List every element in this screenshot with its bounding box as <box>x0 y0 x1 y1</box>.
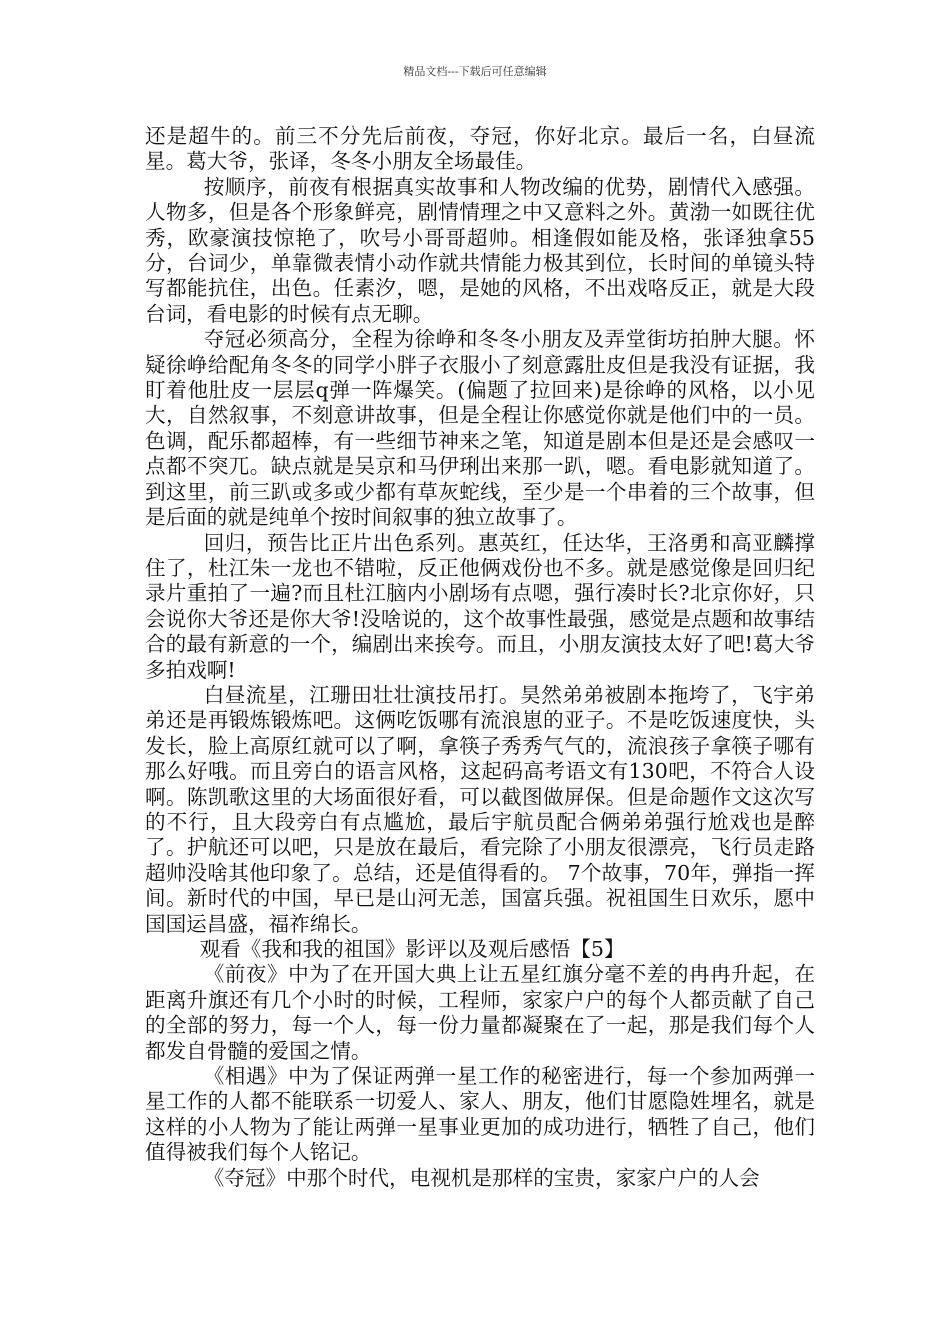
paragraph: 夺冠必须高分，全程为徐峥和冬冬小朋友及弄堂街坊拍肿大腿。怀疑徐峥给配角冬冬的同学小胖子衣服小了刻意露肚皮但是我没有证据，我盯着他肚皮一层层q弹一阵爆笑。(偏题了拉回来)是徐峥的风格，以小见大，自然叙事，不刻意讲故事，但是全程让你感觉你就是他们中的一员。色调，配乐都超棒，有一些细节神来之笔，知道是剧本但是还是会感叹一点都不突兀。缺点就是吴京和马伊琍出来那一趴，嗯。看电影就知道了。到这里，前三趴或多或少都有草灰蛇线，至少是一个串着的三个故事，但是后面的就是纯单个按时间叙事的独立故事了。 <box>145 327 815 530</box>
document-body <box>145 124 815 1191</box>
paragraph: 白昼流星，江珊田壮壮演技吊打。昊然弟弟被剧本拖垮了，飞宇弟弟还是再锻炼锻炼吧。这俩吃饭哪有流浪崽的亚子。不是吃饭速度快，头发长，脸上高原红就可以了啊，拿筷子秀秀气气的，流浪孩子拿筷子哪有那么好哦。而且旁白的语言风格，这起码高考语文有130吧，不符合人设啊。陈凯歌这里的大场面很好看，可以截图做屏保。但是命题作文这次写的不行，且大段旁白有点尴尬，最后宇航员配合俩弟弟强行尬戏也是醉了。护航还可以吧，只是放在最后，看完除了小朋友很漂亮，飞行员走路超帅没啥其他印象了。总结，还是值得看的。 7个故事，70年，弹指一挥间。新时代的中国，早已是山河无恙，国富兵强。祝祖国生日欢乐，愿中国国运昌盛，福祚绵长。 <box>145 682 815 936</box>
page-header: 精品文档---下载后可任意编辑 <box>403 65 547 78</box>
paragraph: 《夺冠》中那个时代，电视机是那样的宝贵，家家户户的人会 <box>203 1165 760 1190</box>
paragraph: 还是超牛的。前三不分先后前夜，夺冠，你好北京。最后一名，白昼流星。葛大爷，张译，冬冬小朋友全场最佳。 <box>145 124 815 174</box>
paragraph: 《前夜》中为了在开国大典上让五星红旗分毫不差的冉冉升起，在距离升旗还有几个小时的时候，工程师，家家户户的每个人都贡献了自己的全部的努力，每一个人，每一份力量都凝聚在了一起，那是我们每个人都发自骨髓的爱国之情。 <box>145 962 815 1063</box>
section-heading: 观看《我和我的祖国》影评以及观后感悟【5】 <box>199 937 625 961</box>
paragraph: 回归，预告比正片出色系列。惠英红，任达华，王洛勇和高亚麟撑住了，杜江朱一龙也不错啦，反正他俩戏份也不多。就是感觉像是回归纪录片重拍了一遍?而且杜江脑内小剧场有点嗯，强行凑时长?北京你好，只会说你大爷还是你大爷!没啥说的，这个故事性最强，感觉是点题和故事结合的最有新意的一个，编剧出来挨夸。而且，小朋友演技太好了吧!葛大爷多拍戏啊! <box>145 530 815 682</box>
paragraph: 《相遇》中为了保证两弹一星工作的秘密进行，每一个参加两弹一星工作的人都不能联系一切爱人、家人、朋友，他们甘愿隐姓埋名，就是这样的小人物为了能让两弹一星事业更加的成功进行，牺牲了自己，他们值得被我们每个人铭记。 <box>145 1064 815 1165</box>
paragraph: 按顺序，前夜有根据真实故事和人物改编的优势，剧情代入感强。人物多，但是各个形象鲜亮，剧情情理之中又意料之外。黄渤一如既往优秀，欧豪演技惊艳了，吹号小哥哥超帅。相逢假如能及格，张译独拿55分，台词少，单靠微表情小动作就共情能力极其到位，长时间的单镜头特写都能抗住，出色。任素汐，嗯，是她的风格，不出戏咯反正，就是大段台词，看电影的时候有点无聊。 <box>145 174 815 326</box>
